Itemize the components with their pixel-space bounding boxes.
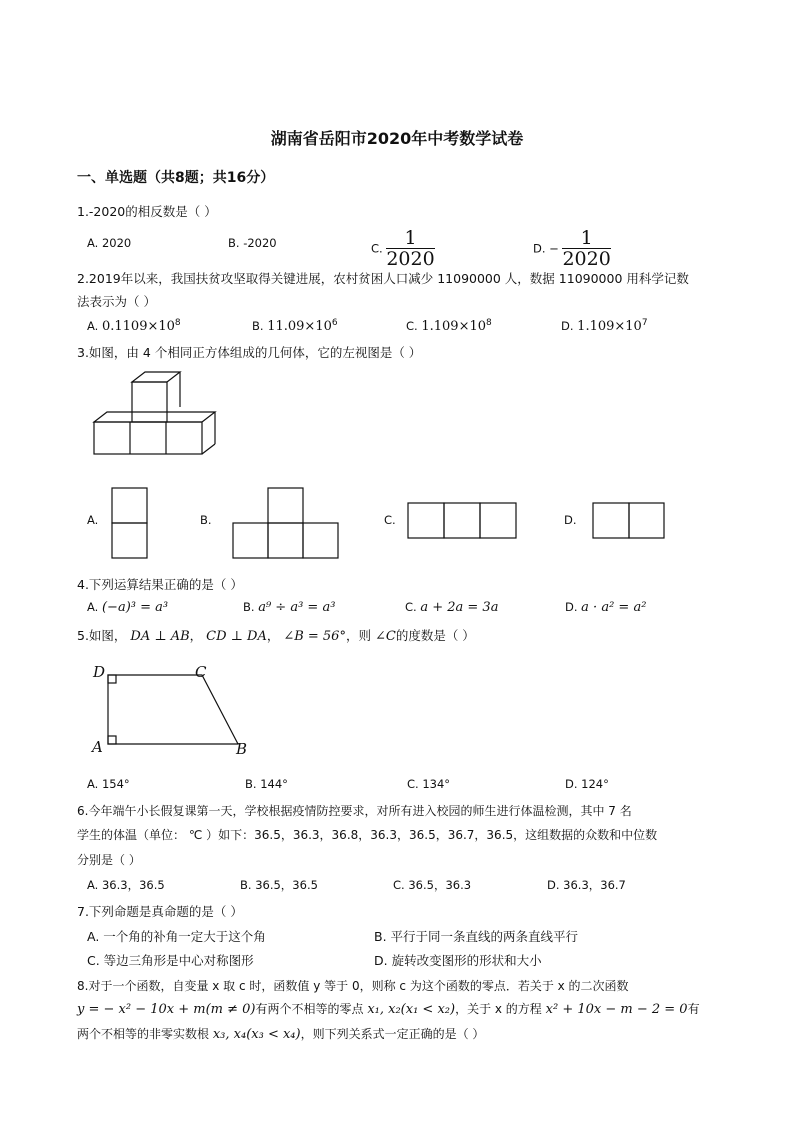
q4-option-c (405, 600, 498, 615)
q5-option-a: A. 154° (87, 777, 130, 791)
q5-condition-2: CD ⊥ DA (206, 629, 267, 644)
question-2-stem-line1: 2.2019年以来，我国扶贫攻坚取得关键进展，农村贫困人口减少 11090000 人，数据 11090000 用科学记数 (77, 271, 689, 286)
q6-option-d: D. 36.3，36.7 (547, 878, 626, 892)
exponent: 7 (641, 318, 648, 328)
fraction (386, 228, 434, 269)
q4-option-b (243, 600, 335, 615)
question-8-line1: 8.对于一个函数，自变量 x 取 c 时，函数值 y 等于 0，则称 c 为这个函数的零点．若关于 x 的二次函数 (77, 979, 629, 993)
q5-stem-mid: ，则 (345, 628, 371, 643)
times-ten: ×10 (147, 318, 175, 334)
q8-equation: x² + 10x − m − 2 = 0 (545, 1002, 688, 1017)
q7-option-b: B. 平行于同一条直线的两条直线平行 (374, 929, 579, 944)
q3-option-d-label: D. (564, 513, 577, 527)
question-6-line3: 分别是（ ） (77, 853, 141, 867)
question-2-stem-line2: 法表示为（ ） (77, 294, 156, 309)
q5-option-d: D. 124° (565, 777, 609, 791)
q1-c-label: C. (371, 241, 383, 256)
q5-target: ∠C (374, 629, 396, 644)
q6-option-b: B. 36.5，36.5 (240, 878, 318, 892)
question-5-stem: 5.如图， DA ⊥ AB， CD ⊥ DA， ∠B = 56°，则 ∠C的度数是（ ） (77, 628, 475, 644)
q3-option-d-figure (593, 503, 665, 539)
q8-text: 有 (687, 1002, 700, 1016)
question-8-line2 (77, 1000, 700, 1017)
q8-function: y = − x² − 10x + m(m ≠ 0) (77, 1002, 256, 1017)
q2-option-a (87, 318, 181, 334)
question-4-stem: 4.下列运算结果正确的是（ ） (77, 577, 243, 592)
q4-c-label: C. (405, 600, 417, 614)
q7-option-c: C. 等边三角形是中心对称图形 (87, 953, 254, 968)
q6-option-c: C. 36.5，36.3 (393, 878, 472, 892)
q4-a-expr: (−a)³ = a³ (101, 600, 169, 615)
question-3-stem: 3.如图，由 4 个相同正方体组成的几何体，它的左视图是（ ） (77, 345, 422, 360)
q7-option-d: D. 旋转改变图形的形状和大小 (374, 953, 542, 968)
q2-option-b (252, 318, 338, 334)
q2-c-label: C. (406, 318, 418, 333)
exponent: 6 (331, 318, 338, 328)
exponent: 8 (174, 318, 181, 328)
question-7-stem: 7.下列命题是真命题的是（ ） (77, 904, 243, 919)
vertex-label-a: A (92, 738, 103, 756)
q5-stem-prefix: 5.如图， (77, 628, 127, 643)
q3-option-a-figure (112, 488, 148, 558)
cube-solid-figure (90, 372, 220, 462)
q5-option-b: B. 144° (245, 777, 288, 791)
q2-d-label: D. (561, 318, 574, 333)
q4-c-expr: a + 2a = 3a (420, 600, 499, 615)
q8-text: 两个不相等的非零实数根 (77, 1027, 210, 1041)
q2-option-c (406, 318, 492, 334)
q3-option-b-figure (233, 488, 343, 558)
q4-d-label: D. (565, 600, 578, 614)
q8-text: ，则下列关系式一定正确的是（ ） (300, 1027, 485, 1041)
fraction-denominator: 2020 (386, 248, 435, 270)
q3-option-a-label: A. (87, 513, 99, 527)
q1-d-label: D. − (533, 241, 559, 256)
q2-c-base: 1.109 (421, 318, 459, 334)
q4-b-label: B. (243, 600, 255, 614)
q4-d-expr: a · a² = a² (581, 600, 647, 615)
q5-stem-suffix: 的度数是（ ） (395, 628, 475, 643)
q3-option-c-figure (408, 503, 518, 539)
q2-d-base: 1.109 (577, 318, 615, 334)
vertex-label-b: B (236, 740, 248, 758)
q2-b-base: 11.09 (267, 318, 305, 334)
fraction-numerator: 1 (386, 228, 434, 249)
q8-roots-1: x₁, x₂(x₁ < x₂) (367, 1002, 456, 1017)
q4-a-label: A. (87, 600, 99, 614)
q2-b-label: B. (252, 318, 264, 333)
q2-a-label: A. (87, 318, 99, 333)
q6-option-a: A. 36.3，36.5 (87, 878, 165, 892)
q8-text: ，关于 x 的方程 (455, 1002, 542, 1016)
q4-b-expr: a⁹ ÷ a³ = a³ (258, 600, 336, 615)
q1-option-d (533, 228, 611, 269)
q3-option-b-label: B. (200, 513, 212, 527)
q2-option-d (561, 318, 648, 334)
q5-option-c: C. 134° (407, 777, 451, 791)
q5-condition-3: ∠B = 56° (283, 629, 346, 644)
times-ten: ×10 (304, 318, 332, 334)
vertex-label-c: C (195, 663, 207, 681)
q4-option-d (565, 600, 646, 615)
q8-text: 有两个不相等的零点 (255, 1002, 364, 1016)
exponent: 8 (486, 318, 492, 328)
q8-roots-2: x₃, x₄(x₃ < x₄) (212, 1027, 301, 1042)
page-title: 湖南省岳阳市2020年中考数学试卷 (270, 129, 524, 148)
vertex-label-d: D (93, 663, 106, 681)
question-8-line3 (77, 1025, 484, 1042)
q7-option-a: A. 一个角的补角一定大于这个角 (87, 929, 266, 944)
question-6-line1: 6.今年端午小长假复课第一天，学校根据疫情防控要求，对所有进入校园的师生进行体温检测，其中 7 名 (77, 804, 632, 818)
question-1-stem: 1.-2020的相反数是（ ） (77, 204, 217, 219)
fraction (562, 228, 610, 269)
fraction-denominator: 2020 (562, 248, 611, 270)
fraction-numerator: 1 (562, 228, 610, 249)
q2-a-base: 0.1109 (101, 318, 148, 334)
q1-option-c (371, 228, 435, 269)
question-6-line2: 学生的体温（单位： ℃ ）如下：36.5，36.3，36.8，36.3，36.5，36.7，36.5，这组数据的众数和中位数 (77, 828, 658, 842)
q1-option-a: A. 2020 (87, 236, 132, 250)
q1-option-b: B. -2020 (228, 236, 277, 250)
times-ten: ×10 (614, 318, 642, 334)
section-heading: 一、单选题（共8题；共16分） (77, 170, 275, 186)
trapezoid-figure (90, 662, 260, 762)
q3-option-c-label: C. (384, 513, 396, 527)
q4-option-a (87, 600, 168, 615)
times-ten: ×10 (458, 318, 486, 334)
q5-condition-1: DA ⊥ AB (130, 629, 190, 644)
